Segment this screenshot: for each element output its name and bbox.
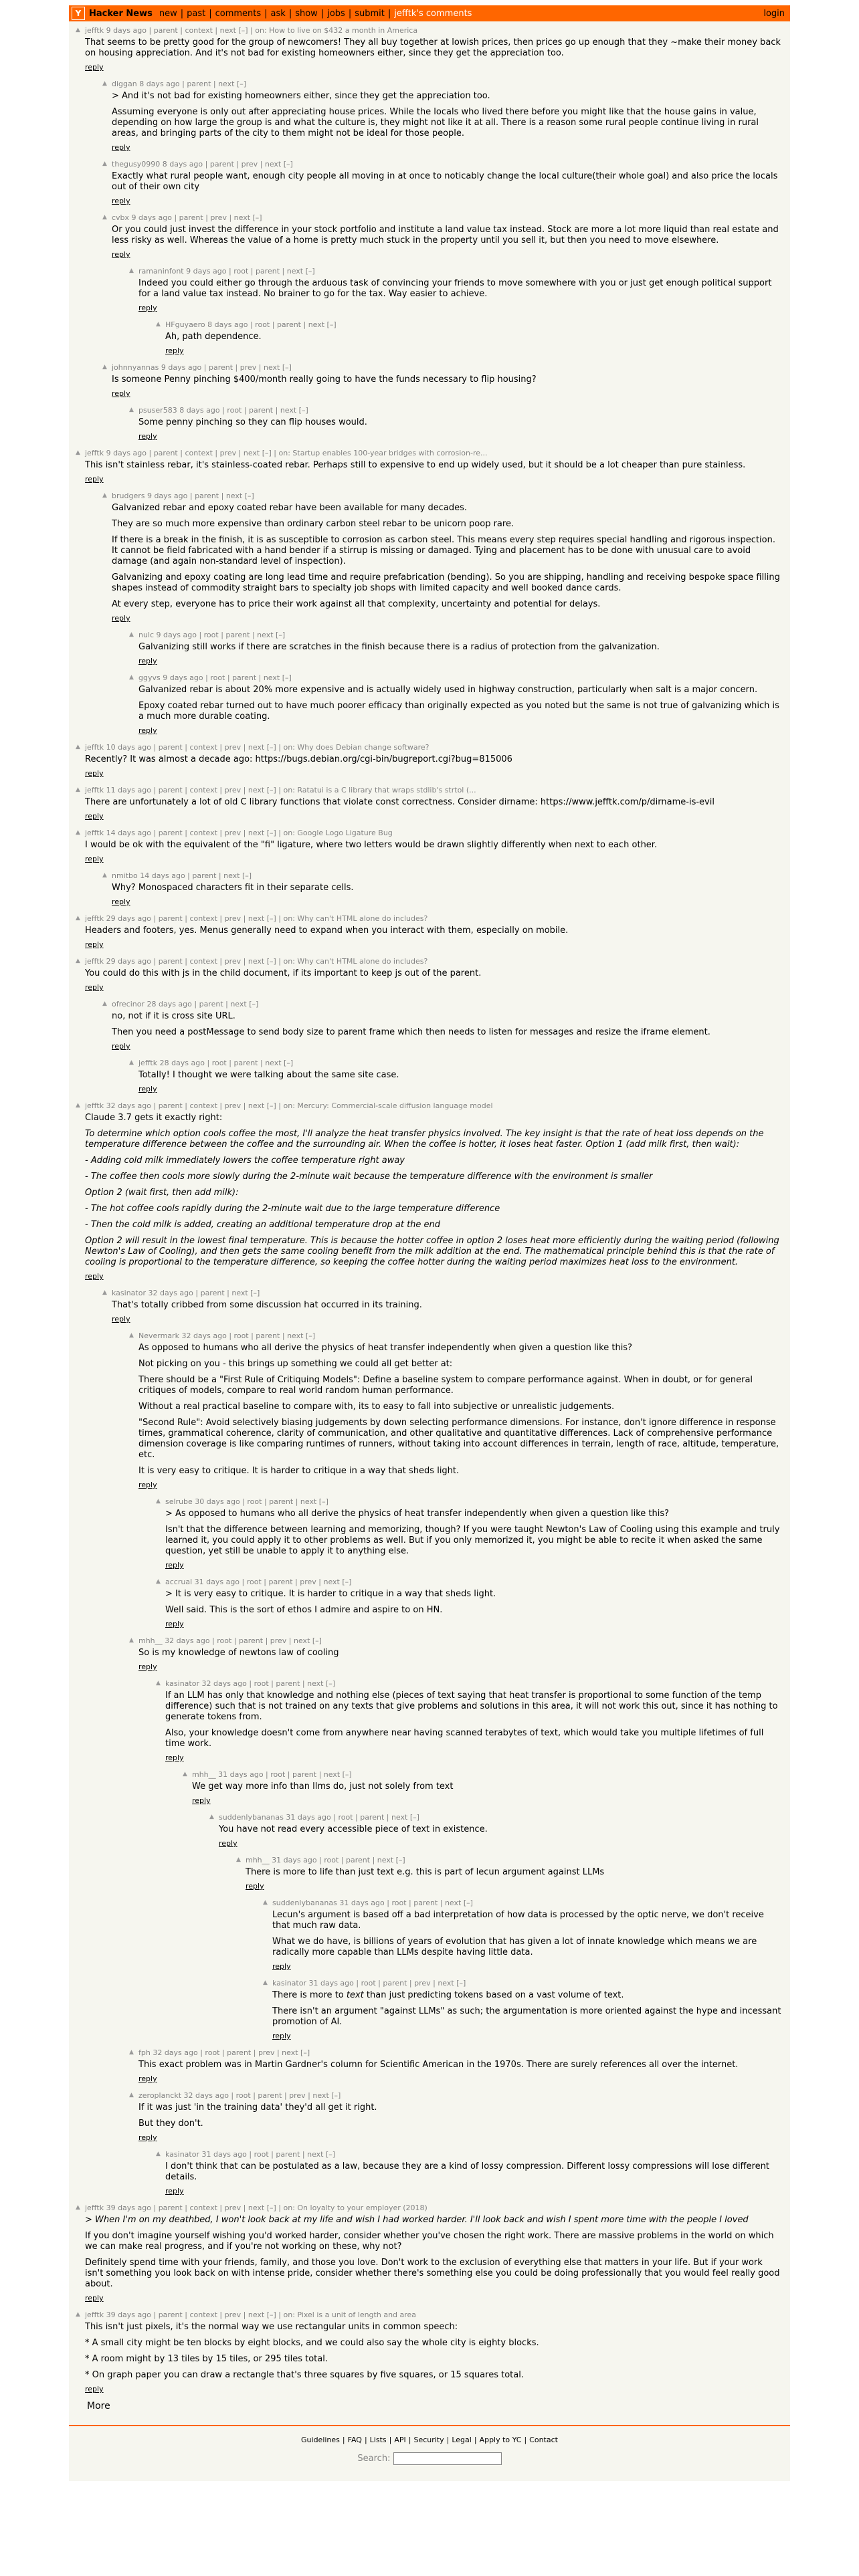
comment-paragraph: Galvanizing and epoxy coating are long lead time and require prefabrication (bending). So you are shipping, handling and receiving bespoke space filling shapes instead of commodity straight bars to specialty job shops with limited capacity and well booked dance cards. bbox=[112, 572, 780, 593]
comment-meta[interactable]: psuser583 8 days ago | root | parent | next [–] bbox=[138, 406, 308, 415]
comment-paragraph: This exact problem was in Martin Gardner's column for Scientific American in the 1970s. There are surely references all over the internet. bbox=[138, 2060, 739, 2070]
comment-paragraph: So is my knowledge of newtons law of cooling bbox=[138, 1648, 339, 1658]
comment-paragraph: Isn't that the difference between learning and memorizing, though? If you were taught Newton's Law of Cooling using this example and truly learned it, you could apply it to other problems as well. But if you only memorized it, you might be able to recite it when asked the same question, yet still be unable to apply it to anything else. bbox=[165, 1525, 780, 1556]
comment-meta[interactable]: HFguyaero 8 days ago | root | parent | next [–] bbox=[165, 320, 337, 329]
comment-paragraph: Well said. This is the sort of ethos I admire and aspire to on HN. bbox=[165, 1605, 443, 1615]
site-title[interactable]: Hacker News bbox=[89, 8, 153, 19]
footer-link[interactable]: Guidelines bbox=[301, 2436, 340, 2444]
upvote-arrow-icon[interactable]: ▲ bbox=[102, 872, 107, 879]
reply-link[interactable]: reply bbox=[219, 1839, 237, 1848]
comment-paragraph: I would be ok with the equivalent of the "fi" ligature, where two letters would be drawn slightly differently when next to each other. bbox=[85, 840, 658, 850]
reply-link[interactable]: reply bbox=[112, 897, 130, 906]
upvote-arrow-icon[interactable]: ▲ bbox=[129, 1637, 134, 1644]
comment bbox=[69, 1898, 790, 1971]
comment-paragraph: There should be a "First Rule of Critiquing Models": Define a baseline system to compare performance against. When in doubt, or for general critiques of models, compare to real world random human performance. bbox=[138, 1375, 753, 1396]
footer-separator: | bbox=[342, 2436, 345, 2444]
comment-meta[interactable]: jefftk 29 days ago | parent | context | prev | next [–] | on: Why can't HTML alone do includes? bbox=[85, 957, 428, 966]
comment-meta[interactable]: johnnyannas 9 days ago | parent | prev | next [–] bbox=[112, 363, 292, 372]
comment-text bbox=[85, 754, 783, 765]
comment-paragraph: If it was just 'in the training data' they'd all get it right. bbox=[138, 2103, 377, 2113]
comment-meta[interactable]: thegusy0990 8 days ago | parent | prev | next [–] bbox=[112, 160, 293, 169]
comment-paragraph: I don't think that can be postulated as a law, because they are a kind of lossy compression. Different lossy compressions will lose different details. bbox=[165, 2161, 769, 2182]
reply-link[interactable]: reply bbox=[85, 940, 104, 949]
comment-meta[interactable]: fph 32 days ago | root | parent | prev | next [–] bbox=[138, 2048, 310, 2057]
reply-link[interactable]: reply bbox=[165, 1620, 184, 1628]
comment-paragraph: That's totally cribbed from some discussion hat occurred in its training. bbox=[112, 1300, 422, 1310]
comment-text bbox=[85, 1113, 783, 1268]
comment bbox=[69, 828, 790, 863]
reply-link[interactable]: reply bbox=[165, 1753, 184, 1762]
reply-link[interactable]: reply bbox=[85, 2385, 104, 2393]
comment-text bbox=[138, 417, 783, 428]
comment-meta[interactable]: ramaninfont 9 days ago | root | parent | next [–] bbox=[138, 267, 315, 276]
comment-meta[interactable]: ofrecinor 28 days ago | parent | next [–] bbox=[112, 1000, 259, 1008]
hn-main bbox=[69, 5, 790, 2481]
comment bbox=[69, 1679, 790, 1762]
comment-paragraph: It is very easy to critique. It is harder to critique in a way that sheds light. bbox=[138, 1466, 460, 1476]
comment-paragraph: Option 2 (wait first, then add milk): bbox=[85, 1188, 239, 1198]
comment-paragraph: This isn't stainless rebar, it's stainless-coated rebar. Perhaps still to expensive to end up widely used, but it should be a lot cheaper than pure stainless. bbox=[85, 460, 746, 470]
comment-text bbox=[138, 1343, 783, 1477]
comment-paragraph: - Adding cold milk immediately lowers the coffee temperature right away bbox=[85, 1156, 405, 1166]
comment bbox=[69, 79, 790, 152]
comment-paragraph: Ah, path dependence. bbox=[165, 332, 262, 342]
upvote-arrow-icon[interactable]: ▲ bbox=[236, 1856, 241, 1863]
reply-link[interactable]: reply bbox=[112, 250, 130, 259]
reply-link[interactable]: reply bbox=[85, 475, 104, 484]
upvote-arrow-icon[interactable]: ▲ bbox=[102, 364, 107, 370]
nav-separator: | bbox=[264, 8, 268, 19]
comment bbox=[69, 999, 790, 1051]
nav-separator: | bbox=[209, 8, 212, 19]
reply-link[interactable]: reply bbox=[165, 2187, 184, 2195]
reply-link[interactable]: reply bbox=[138, 657, 157, 665]
upvote-arrow-icon[interactable]: ▲ bbox=[156, 321, 161, 328]
comment-text bbox=[85, 460, 783, 471]
comment-text bbox=[112, 1011, 783, 1038]
upvote-arrow-icon[interactable]: ▲ bbox=[76, 744, 80, 750]
comment-paragraph: Also, your knowledge doesn't come from anywhere near having scanned terabytes of text, which would take you multiple lifetimes of full time work. bbox=[165, 1728, 764, 1749]
footer-link[interactable]: Security bbox=[413, 2436, 444, 2444]
comment-paragraph: At every step, everyone has to price their work against all that complexity, uncertainty and potential for delays. bbox=[112, 599, 601, 609]
comment-paragraph: But they don't. bbox=[138, 2119, 203, 2129]
comment-paragraph: If there is a break in the finish, it is as susceptible to corrosion as carbon steel. This means every step requires special handling and rigorous inspection. It cannot be field fabricated with a hand bender if a stirrup is missing or damaged. Tying and placement has to be done with unusual care to avoid damage (and again non-standard level of inspection). bbox=[112, 535, 775, 566]
reply-link[interactable]: reply bbox=[272, 1962, 291, 1971]
upvote-arrow-icon[interactable]: ▲ bbox=[76, 786, 80, 793]
reply-link[interactable]: reply bbox=[192, 1796, 211, 1805]
reply-link[interactable]: reply bbox=[272, 2032, 291, 2040]
comment-text bbox=[112, 883, 783, 893]
nav-separator: | bbox=[320, 8, 324, 19]
reply-link[interactable]: reply bbox=[112, 197, 130, 205]
comment-paragraph: Claude 3.7 gets it exactly right: bbox=[85, 1113, 223, 1123]
comment-text bbox=[138, 685, 783, 722]
comment-paragraph: That seems to be pretty good for the group of newcomers! They all buy together at lowish prices, then prices go up enough that they ~make their money back on housing appreciation. And it's not bad for existing homeowners either, since they get the appreciation too. bbox=[85, 37, 781, 58]
comment bbox=[69, 871, 790, 906]
comment-text bbox=[165, 332, 783, 342]
comment-text bbox=[138, 642, 783, 653]
comment-text bbox=[138, 2103, 783, 2129]
comment-paragraph: Galvanized rebar is about 20% more expensive and is actually widely used in highway construction, particularly when salt is a major concern. bbox=[138, 685, 758, 695]
comment-text bbox=[219, 1824, 783, 1835]
upvote-arrow-icon[interactable]: ▲ bbox=[263, 1899, 268, 1906]
comment bbox=[69, 914, 790, 949]
nav-links bbox=[159, 9, 472, 19]
comment-list bbox=[69, 21, 790, 2393]
nav-separator: | bbox=[387, 8, 391, 19]
reply-link[interactable]: reply bbox=[138, 304, 157, 312]
comment-text bbox=[85, 968, 783, 979]
nav-separator: | bbox=[180, 8, 184, 19]
nav-separator: | bbox=[348, 8, 352, 19]
footer-links bbox=[69, 2436, 790, 2444]
comment-paragraph: > When I'm on my deathbed, I won't look back at my life and wish I had worked harder. I'll look back and wish I spent more time with the people I loved bbox=[85, 2215, 749, 2225]
comment bbox=[69, 405, 790, 441]
comment-text bbox=[85, 37, 783, 59]
comment bbox=[69, 1812, 790, 1848]
comment bbox=[69, 1769, 790, 1805]
comment-meta[interactable]: mhh__ 32 days ago | root | parent | prev | next [–] bbox=[138, 1636, 322, 1645]
comment-text bbox=[138, 278, 783, 300]
comment-paragraph: There is more to life than just text e.g. this is part of lecun argument against LLMs bbox=[246, 1867, 605, 1877]
footer-separator: | bbox=[389, 2436, 392, 2444]
comment-meta[interactable]: ggyvs 9 days ago | root | parent | next [–] bbox=[138, 673, 292, 682]
reply-link[interactable]: reply bbox=[138, 1481, 157, 1489]
reply-link[interactable]: reply bbox=[85, 2294, 104, 2302]
comment-paragraph: * A small city might be ten blocks by eight blocks, and we could also say the whole city is eighty blocks. bbox=[85, 2338, 539, 2348]
comment-paragraph: > And it's not bad for existing homeowners either, since they get the appreciation too. bbox=[112, 91, 490, 101]
footer bbox=[69, 2425, 790, 2481]
upvote-arrow-icon[interactable]: ▲ bbox=[156, 1498, 161, 1505]
reply-link[interactable]: reply bbox=[85, 983, 104, 992]
comment-meta[interactable]: accrual 31 days ago | root | parent | prev | next [–] bbox=[165, 1578, 352, 1586]
comment bbox=[69, 213, 790, 259]
comment-paragraph: We get way more info than llms do, just not solely from text bbox=[192, 1782, 454, 1792]
footer-separator: | bbox=[408, 2436, 411, 2444]
comment-meta[interactable]: diggan 8 days ago | parent | next [–] bbox=[112, 80, 247, 88]
comment-paragraph: Not picking on you - this brings up something we could all get better at: bbox=[138, 1359, 453, 1369]
comment bbox=[69, 1497, 790, 1570]
comment-text bbox=[112, 91, 783, 139]
reply-link[interactable]: reply bbox=[138, 1085, 157, 1093]
reply-link[interactable]: reply bbox=[246, 1882, 264, 1891]
comment-paragraph: Definitely spend time with your friends, family, and those you love. Don't work to the exclusion of everything else that matters in your life. But if your work isn't something you look back on with intense pride, consider whether there's something else you could be doing professionally that you would feel really good about. bbox=[85, 2258, 780, 2289]
search-form bbox=[69, 2452, 790, 2465]
comment-text bbox=[165, 2161, 783, 2183]
upvote-arrow-icon[interactable]: ▲ bbox=[129, 2049, 134, 2056]
comment-text bbox=[138, 1070, 783, 1081]
comment bbox=[69, 1978, 790, 2040]
upvote-arrow-icon[interactable]: ▲ bbox=[76, 1102, 80, 1109]
nav-separator: | bbox=[288, 8, 292, 19]
comment-text bbox=[272, 1990, 783, 2028]
comment-text bbox=[192, 1782, 783, 1792]
comment-meta[interactable]: cvbx 9 days ago | parent | prev | next [–] bbox=[112, 213, 262, 222]
comment-paragraph: Galvanized rebar and epoxy coated rebar have been available for many decades. bbox=[112, 503, 468, 513]
search-input[interactable] bbox=[393, 2452, 502, 2465]
comment bbox=[69, 1577, 790, 1628]
comment bbox=[69, 320, 790, 355]
footer-link[interactable]: Lists bbox=[369, 2436, 387, 2444]
comment bbox=[69, 1288, 790, 1323]
comment-paragraph: Lecun's argument is based off a bad interpretation of how data is processed by the optic nerve, we don't receive that much raw data. bbox=[272, 1910, 764, 1931]
comment-meta[interactable]: suddenlybananas 31 days ago | root | parent | next [–] bbox=[219, 1813, 419, 1822]
upvote-arrow-icon[interactable]: ▲ bbox=[76, 449, 80, 456]
comment-meta[interactable]: jefftk 11 days ago | parent | context | prev | next [–] | on: Ratatui is a C library that wraps stdlib's strtol (... bbox=[85, 786, 476, 794]
comment-paragraph: Recently? It was almost a decade ago: https://bugs.debian.org/cgi-bin/bugreport.cgi?bug=815006 bbox=[85, 754, 512, 764]
comment-text bbox=[85, 840, 783, 851]
comment-paragraph: > As opposed to humans who all derive the physics of heat transfer independently when given a question like this? bbox=[165, 1509, 670, 1519]
comment bbox=[69, 742, 790, 778]
comment-text bbox=[85, 926, 783, 936]
footer-link[interactable]: API bbox=[394, 2436, 406, 2444]
comment bbox=[69, 159, 790, 205]
comment-meta[interactable]: brudgers 9 days ago | parent | next [–] bbox=[112, 492, 254, 500]
comment-meta[interactable]: nulc 9 days ago | root | parent | next [–] bbox=[138, 631, 286, 639]
comment-meta[interactable]: suddenlybananas 31 days ago | root | parent | next [–] bbox=[272, 1899, 473, 1907]
comment-meta[interactable]: jefftk 32 days ago | parent | context | prev | next [–] | on: Mercury: Commercial-scale diffusion language model bbox=[85, 1101, 493, 1110]
comment-meta[interactable]: mhh__ 31 days ago | root | parent | next [–] bbox=[192, 1770, 352, 1779]
comment-paragraph: Without a real practical baseline to compare with, its to easy to fall into subjective or unrealistic judgements. bbox=[138, 1402, 615, 1412]
comment bbox=[69, 25, 790, 72]
upvote-arrow-icon[interactable]: ▲ bbox=[156, 2151, 161, 2157]
comment bbox=[69, 491, 790, 623]
upvote-arrow-icon[interactable]: ▲ bbox=[129, 631, 134, 638]
footer-link[interactable]: Contact bbox=[529, 2436, 558, 2444]
comment-meta[interactable]: nmitbo 14 days ago | parent | next [–] bbox=[112, 871, 252, 880]
comment-paragraph: Exactly what rural people want, enough city people all moving in at once to noticably change the local culture(their whole goal) and also price the locals out of their own city bbox=[112, 171, 778, 192]
reply-link[interactable]: reply bbox=[112, 389, 130, 398]
upvote-arrow-icon[interactable]: ▲ bbox=[76, 958, 80, 964]
comment-paragraph: You have not read every accessible piece of text in existence. bbox=[219, 1824, 488, 1834]
upvote-arrow-icon[interactable]: ▲ bbox=[129, 267, 134, 274]
nav-past[interactable]: past bbox=[187, 8, 206, 19]
comment-paragraph: Option 2 will result in the lowest final temperature. This is because the hotter coffee in option 2 loses heat more efficiently during the waiting period (following Newton's Law of Cooling), and then gets the same cooling benefit from the milk addition at the end. The mathematical principle behind this is that the rate of cooling is proportional to the temperature difference, so keeping the coffee hotter during the waiting period maximizes heat loss to the environment. bbox=[85, 1236, 779, 1267]
comment-paragraph: * A room might by 13 tiles by 15 tiles, or 295 tiles total. bbox=[85, 2354, 328, 2364]
comment-paragraph: Headers and footers, yes. Menus generally need to expand when you interact with them, especially on mobile. bbox=[85, 926, 569, 936]
comment-text bbox=[272, 1910, 783, 1958]
comment-meta[interactable]: selrube 30 days ago | root | parent | next [–] bbox=[165, 1497, 328, 1506]
upvote-arrow-icon[interactable]: ▲ bbox=[156, 1680, 161, 1687]
comment-text bbox=[112, 171, 783, 193]
footer-separator: | bbox=[474, 2436, 477, 2444]
comment bbox=[69, 2048, 790, 2083]
comment bbox=[69, 2203, 790, 2302]
comment bbox=[69, 673, 790, 735]
reply-link[interactable]: reply bbox=[85, 855, 104, 863]
comment bbox=[69, 1058, 790, 1093]
upvote-arrow-icon[interactable]: ▲ bbox=[102, 214, 107, 221]
more-link[interactable]: More bbox=[87, 2401, 110, 2411]
comment-paragraph: There are unfortunately a lot of old C library functions that violate const correctness. Consider dirname: https://www.jefftk.com/p/dirname-is-evil bbox=[85, 797, 714, 807]
comment-meta[interactable]: jefftk 14 days ago | parent | context | prev | next [–] | on: Google Logo Ligature Bug bbox=[85, 829, 393, 837]
comment-text bbox=[138, 2060, 783, 2070]
comment-meta[interactable]: kasinator 32 days ago | root | parent | next [–] bbox=[165, 1679, 336, 1688]
nav-new[interactable]: new bbox=[159, 8, 177, 19]
upvote-arrow-icon[interactable]: ▲ bbox=[129, 1059, 134, 1066]
reply-link[interactable]: reply bbox=[112, 1315, 130, 1323]
reply-link[interactable]: reply bbox=[112, 1042, 130, 1051]
comment-paragraph: They are so much more expensive than ordinary carbon steel rebar to be unicorn poop rare. bbox=[112, 519, 514, 529]
reply-link[interactable]: reply bbox=[112, 143, 130, 152]
comment-meta[interactable]: kasinator 31 days ago | root | parent | prev | next [–] bbox=[272, 1979, 466, 1988]
comment-meta[interactable]: jefftk 9 days ago | parent | context | next [–] | on: How to live on $432 a month in America bbox=[85, 26, 418, 35]
reply-link[interactable]: reply bbox=[85, 769, 104, 778]
upvote-arrow-icon[interactable]: ▲ bbox=[129, 2092, 134, 2099]
search-label: Search: bbox=[357, 2454, 391, 2464]
reply-link[interactable]: reply bbox=[165, 1561, 184, 1570]
upvote-arrow-icon[interactable]: ▲ bbox=[76, 2311, 80, 2318]
upvote-arrow-icon[interactable]: ▲ bbox=[102, 492, 107, 499]
comment bbox=[69, 1331, 790, 1489]
login-link[interactable]: login bbox=[763, 8, 785, 19]
comment-text bbox=[112, 1300, 783, 1311]
comment-paragraph: If you don't imagine yourself wishing you'd worked harder, consider whether you've chosen the right work. There are massive problems in the world on which we can make real progress, and if you're not working on these, why not? bbox=[85, 2231, 774, 2252]
comment-paragraph: Assuming everyone is only out after appreciating house prices. While the locals who lived there before you might like that the house gains in value, depending on how large the group is and what the culture is, they might not like it at all. There is a reason some rural people continue living in rural areas, and bringing parts of the city to them might not be ideal for those people. bbox=[112, 107, 759, 138]
comment-paragraph: - The coffee then cools more slowly during the 2-minute wait because the temperature difference with the environment is smaller bbox=[85, 1172, 653, 1182]
comment-meta[interactable]: jefftk 39 days ago | parent | context | prev | next [–] | on: Pixel is a unit of length and area bbox=[85, 2311, 417, 2319]
comment bbox=[69, 1855, 790, 1891]
comment bbox=[69, 2090, 790, 2142]
reply-link[interactable]: reply bbox=[138, 1662, 157, 1671]
top-bar bbox=[69, 5, 790, 21]
comment-paragraph: Is someone Penny pinching $400/month really going to have the funds necessary to flip housing? bbox=[112, 374, 537, 385]
comment bbox=[69, 362, 790, 398]
comment-paragraph: Then you need a postMessage to send body size to parent frame which then needs to listen for messages and resize the iframe element. bbox=[112, 1027, 710, 1037]
comment-paragraph: Indeed you could either go through the arduous task of convincing your friends to move somewhere with you or just get enough political support for a land value tax instead. No brainer to go for the tax. Way easier to achieve. bbox=[138, 278, 772, 299]
comment bbox=[69, 956, 790, 992]
nav-jobs[interactable]: jobs bbox=[327, 8, 345, 19]
upvote-arrow-icon[interactable]: ▲ bbox=[102, 80, 107, 87]
footer-link[interactable]: Legal bbox=[452, 2436, 472, 2444]
comment-paragraph: Why? Monospaced characters fit in their separate cells. bbox=[112, 883, 354, 893]
upvote-arrow-icon[interactable]: ▲ bbox=[129, 674, 134, 681]
comment-paragraph: Galvanizing still works if there are scratches in the finish because there is a radius of protection from the galvanization. bbox=[138, 642, 660, 652]
comment-paragraph: There is more to text than just predicting tokens based on a vast volume of text. bbox=[272, 1990, 624, 2000]
upvote-arrow-icon[interactable]: ▲ bbox=[129, 407, 134, 413]
comment-paragraph: You could do this with js in the child document, if its important to keep js out of the parent. bbox=[85, 968, 482, 978]
comment-paragraph: What we do have, is billions of years of evolution that has given a lot of innate knowledge which means we are radically more capable than LLMs despite having little data. bbox=[272, 1937, 757, 1957]
comment-meta[interactable]: kasinator 32 days ago | parent | next [–] bbox=[112, 1289, 260, 1297]
footer-link[interactable]: FAQ bbox=[347, 2436, 362, 2444]
comment-paragraph: As opposed to humans who all derive the physics of heat transfer independently when given a question like this? bbox=[138, 1343, 632, 1353]
comment-meta[interactable]: kasinator 31 days ago | root | parent | next [–] bbox=[165, 2150, 336, 2159]
comment-meta[interactable]: jefftk 29 days ago | parent | context | prev | next [–] | on: Why can't HTML alone do includes? bbox=[85, 914, 428, 923]
comment-text bbox=[165, 1691, 783, 1749]
upvote-arrow-icon[interactable]: ▲ bbox=[76, 915, 80, 922]
comment bbox=[69, 266, 790, 312]
upvote-arrow-icon[interactable]: ▲ bbox=[102, 1000, 107, 1007]
reply-link[interactable]: reply bbox=[138, 2074, 157, 2083]
comment bbox=[69, 785, 790, 821]
comment-paragraph: Some penny pinching so they can flip houses would. bbox=[138, 417, 367, 427]
upvote-arrow-icon[interactable]: ▲ bbox=[263, 1979, 268, 1986]
comment bbox=[69, 1636, 790, 1671]
footer-separator: | bbox=[364, 2436, 367, 2444]
comment-meta[interactable]: jefftk 39 days ago | parent | context | prev | next [–] | on: On loyalty to your employer (2018) bbox=[85, 2204, 427, 2212]
upvote-arrow-icon[interactable]: ▲ bbox=[76, 27, 80, 33]
comment-text bbox=[85, 2215, 783, 2290]
nav-current-page[interactable]: jefftk's comments bbox=[394, 8, 472, 19]
comment-text bbox=[165, 1589, 783, 1616]
reply-link[interactable]: reply bbox=[138, 2133, 157, 2142]
reply-link[interactable]: reply bbox=[85, 63, 104, 72]
comment-paragraph: "Second Rule": Avoid selectively biasing judgements by down selecting performance dimensions. For instance, don't ignore difference in response times, grammatical coherence, clarity of communication, and other qualitative and quantitative differences. Lack of comprehensive performance dimension coverage is like comparing runtimes of runners, without taking into account differences in terrain, length of race, altitude, temperature, etc. bbox=[138, 1418, 779, 1460]
comment bbox=[69, 630, 790, 665]
comment-paragraph: This isn't just pixels, it's the normal way we use rectangular units in common speech: bbox=[85, 2322, 458, 2332]
y-logo-icon[interactable]: Y bbox=[72, 7, 85, 20]
footer-separator: | bbox=[524, 2436, 527, 2444]
comment-paragraph: Epoxy coated rebar turned out to have much poorer efficacy than originally expected as you noted but the same is not true of galvanizing which is a much more durable coating. bbox=[138, 701, 779, 722]
comment-paragraph: > It is very easy to critique. It is harder to critique in a way that sheds light. bbox=[165, 1589, 496, 1599]
comment bbox=[69, 448, 790, 484]
comment-paragraph: * On graph paper you can draw a rectangle that's three squares by five squares, or 15 squares total. bbox=[85, 2370, 524, 2380]
comment-paragraph: - Then the cold milk is added, creating an additional temperature drop at the end bbox=[85, 1220, 441, 1230]
reply-link[interactable]: reply bbox=[165, 346, 184, 355]
reply-link[interactable]: reply bbox=[85, 812, 104, 821]
comment-paragraph: To determine which option cools coffee the most, I'll analyze the heat transfer physics involved. The key insight is that the rate of heat loss depends on the temperature difference between the coffee and the surrounding air. When the coffee is hotter, it loses heat faster. Option 1 (add milk first, then wait): bbox=[85, 1129, 764, 1150]
comment-text bbox=[85, 797, 783, 808]
footer-link[interactable]: Apply to YC bbox=[479, 2436, 522, 2444]
footer-separator: | bbox=[446, 2436, 450, 2444]
nav-comments[interactable]: comments bbox=[215, 8, 262, 19]
nav-ask[interactable]: ask bbox=[270, 8, 286, 19]
upvote-arrow-icon[interactable]: ▲ bbox=[209, 1814, 214, 1820]
comment-text bbox=[165, 1509, 783, 1557]
reply-link[interactable]: reply bbox=[138, 726, 157, 735]
comment bbox=[69, 1101, 790, 1281]
upvote-arrow-icon[interactable]: ▲ bbox=[102, 160, 107, 167]
comment-text bbox=[85, 2322, 783, 2381]
comment-meta[interactable]: jefftk 10 days ago | parent | context | prev | next [–] | on: Why does Debian change software? bbox=[85, 743, 430, 752]
upvote-arrow-icon[interactable]: ▲ bbox=[183, 1771, 187, 1778]
upvote-arrow-icon[interactable]: ▲ bbox=[76, 2204, 80, 2211]
comment bbox=[69, 2149, 790, 2195]
comment-paragraph: If an LLM has only that knowledge and nothing else (pieces of text saying that heat transfer is proportional to some function of the temp difference) such that is not trained on any texts that give problems and solutions in this area, it will not work this out, since it has nothing to generate tokens from. bbox=[165, 1691, 778, 1722]
comment-paragraph: There isn't an argument "against LLMs" as such; the argumentation is more oriented against the hype and incessant promotion of AI. bbox=[272, 2006, 781, 2027]
upvote-arrow-icon[interactable]: ▲ bbox=[76, 829, 80, 836]
comment-text bbox=[112, 503, 783, 610]
comment-text bbox=[112, 225, 783, 246]
comment-paragraph: no, not if it is cross site URL. bbox=[112, 1011, 235, 1021]
comment-text bbox=[246, 1867, 783, 1878]
comment-paragraph: Or you could just invest the difference in your stock portfolio and institute a land value tax instead. Stock are more a lot more liquid than real estate and less risky as well. Whereas the value of a home is pretty much stuck in the property until you sell it, but then you need to move elsewhere. bbox=[112, 225, 779, 245]
nav-submit[interactable]: submit bbox=[355, 8, 385, 19]
upvote-arrow-icon[interactable]: ▲ bbox=[156, 1578, 161, 1585]
upvote-arrow-icon[interactable]: ▲ bbox=[129, 1332, 134, 1339]
comment bbox=[69, 2310, 790, 2393]
reply-link[interactable]: reply bbox=[85, 1272, 104, 1281]
comment-paragraph: Totally! I thought we were talking about the same site case. bbox=[138, 1070, 399, 1080]
upvote-arrow-icon[interactable]: ▲ bbox=[102, 1289, 107, 1296]
reply-link[interactable]: reply bbox=[112, 614, 130, 623]
comment-paragraph: - The hot coffee cools rapidly during the 2-minute wait due to the large temperature difference bbox=[85, 1204, 500, 1214]
comment-meta[interactable]: jefftk 9 days ago | parent | context | prev | next [–] | on: Startup enables 100-year bridges with corrosion-re... bbox=[85, 449, 488, 457]
comment-meta[interactable]: Nevermark 32 days ago | root | parent | next [–] bbox=[138, 1331, 316, 1340]
reply-link[interactable]: reply bbox=[138, 432, 157, 441]
comment-meta[interactable]: zeroplanckt 32 days ago | root | parent | prev | next [–] bbox=[138, 2091, 341, 2100]
comment-text bbox=[138, 1648, 783, 1658]
comment-text bbox=[112, 374, 783, 385]
comment-meta[interactable]: jefftk 28 days ago | root | parent | next [–] bbox=[138, 1059, 294, 1067]
comment-meta[interactable]: mhh__ 31 days ago | root | parent | next [–] bbox=[246, 1856, 405, 1864]
nav-show[interactable]: show bbox=[295, 8, 318, 19]
